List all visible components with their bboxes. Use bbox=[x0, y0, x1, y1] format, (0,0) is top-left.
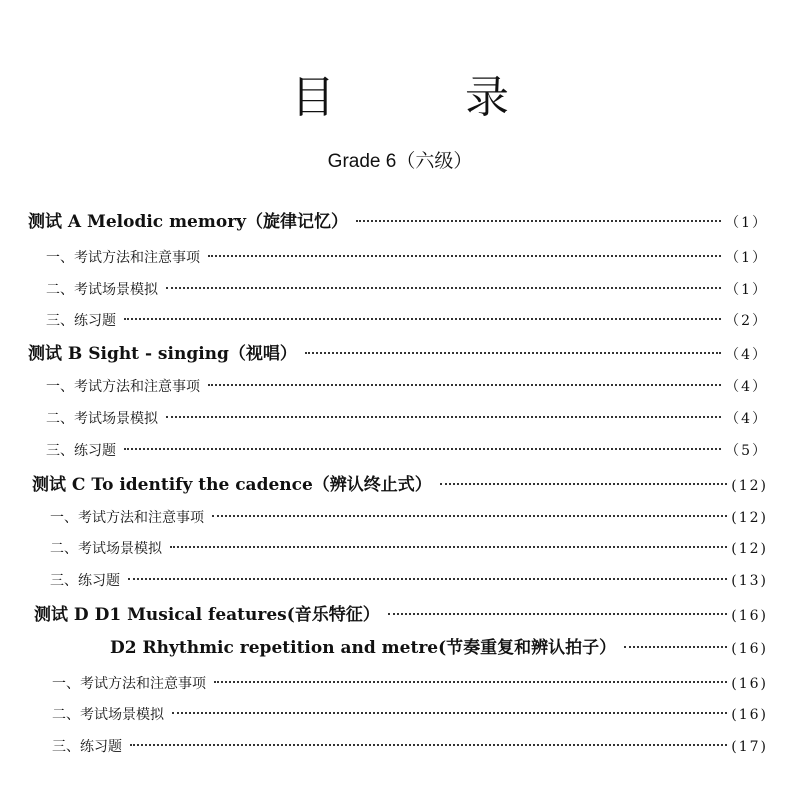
toc-entry-label: 测试 C To identify the cadence（辨认终止式） bbox=[32, 475, 432, 495]
dot-leader bbox=[388, 613, 727, 615]
toc-page-number: （4） bbox=[725, 347, 768, 363]
toc-page-number: (12) bbox=[731, 541, 768, 557]
toc-entry-label: 一、考试方法和注意事项 bbox=[46, 379, 200, 395]
toc-entry-label: 二、考试场景模拟 bbox=[46, 411, 158, 427]
toc-entry-d-exercises[interactable] bbox=[52, 735, 768, 759]
toc-entry-label: D2 Rhythmic repetition and metre(节奏重复和辨认拍子） bbox=[110, 638, 617, 658]
toc-entry-label: 测试 B Sight - singing（视唱） bbox=[28, 344, 297, 364]
toc-entry-label: 一、考试方法和注意事项 bbox=[50, 510, 204, 526]
toc-entry-c-exercises[interactable] bbox=[50, 569, 768, 593]
toc-entry-label: 测试 A Melodic memory（旋律记忆） bbox=[28, 212, 349, 232]
dot-leader bbox=[124, 448, 721, 450]
dot-leader bbox=[170, 546, 727, 548]
toc-entry-test-d2[interactable] bbox=[110, 636, 768, 660]
toc-entry-a-simulation[interactable] bbox=[46, 278, 768, 302]
toc-page-number: （1） bbox=[725, 215, 768, 231]
dot-leader bbox=[214, 681, 727, 683]
toc-entry-label: 测试 D D1 Musical features(音乐特征） bbox=[34, 605, 380, 625]
toc-page-number: (16) bbox=[731, 707, 768, 723]
toc-page-number: （4） bbox=[725, 411, 768, 427]
toc-entry-label: 三、练习题 bbox=[46, 313, 116, 329]
dot-leader bbox=[128, 578, 727, 580]
toc-entry-c-method[interactable] bbox=[50, 506, 768, 530]
toc-page-number: （5） bbox=[725, 443, 768, 459]
page-title: 目 录 bbox=[291, 72, 567, 124]
toc-entry-label: 三、练习题 bbox=[50, 573, 120, 589]
toc-page-number: (17) bbox=[731, 739, 768, 755]
toc-entry-label: 三、练习题 bbox=[52, 739, 122, 755]
toc-entry-c-simulation[interactable] bbox=[50, 537, 768, 561]
dot-leader bbox=[166, 287, 721, 289]
toc-entry-b-simulation[interactable] bbox=[46, 407, 768, 431]
toc-entry-test-d1[interactable] bbox=[34, 603, 768, 627]
toc-page-number: (16) bbox=[731, 608, 768, 624]
toc-entry-label: 二、考试场景模拟 bbox=[50, 541, 162, 557]
toc-entry-d-simulation[interactable] bbox=[52, 703, 768, 727]
toc-entry-a-method[interactable] bbox=[46, 246, 768, 270]
dot-leader bbox=[208, 384, 721, 386]
toc-page-number: （1） bbox=[725, 282, 768, 298]
toc-entry-b-exercises[interactable] bbox=[46, 439, 768, 463]
toc-page-number: （1） bbox=[725, 250, 768, 266]
toc-entry-test-b[interactable] bbox=[28, 342, 768, 366]
toc-entry-label: 二、考试场景模拟 bbox=[52, 707, 164, 723]
dot-leader bbox=[440, 483, 727, 485]
toc-entry-d-method[interactable] bbox=[52, 672, 768, 696]
toc-entry-label: 一、考试方法和注意事项 bbox=[52, 676, 206, 692]
toc-page-number: （4） bbox=[725, 379, 768, 395]
toc-page-number: (12) bbox=[731, 478, 768, 494]
dot-leader bbox=[172, 712, 727, 714]
dot-leader bbox=[305, 352, 721, 354]
dot-leader bbox=[124, 318, 721, 320]
dot-leader bbox=[166, 416, 721, 418]
toc-page-number: (12) bbox=[731, 510, 768, 526]
toc-page-number: (13) bbox=[731, 573, 768, 589]
toc-page-number: （2） bbox=[725, 313, 768, 329]
toc-page-number: (16) bbox=[731, 676, 768, 692]
toc-entry-label: 一、考试方法和注意事项 bbox=[46, 250, 200, 266]
dot-leader bbox=[624, 646, 727, 648]
dot-leader bbox=[356, 220, 721, 222]
dot-leader bbox=[212, 515, 727, 517]
toc-entry-b-method[interactable] bbox=[46, 375, 768, 399]
dot-leader bbox=[208, 255, 721, 257]
toc-entry-test-a[interactable] bbox=[28, 210, 768, 234]
toc-entry-a-exercises[interactable] bbox=[46, 309, 768, 333]
toc-entry-test-c[interactable] bbox=[32, 473, 768, 497]
dot-leader bbox=[130, 744, 727, 746]
toc-entry-label: 二、考试场景模拟 bbox=[46, 282, 158, 298]
grade-heading: Grade 6（六级） bbox=[327, 151, 473, 172]
toc-entry-label: 三、练习题 bbox=[46, 443, 116, 459]
toc-page-number: (16) bbox=[731, 641, 768, 657]
